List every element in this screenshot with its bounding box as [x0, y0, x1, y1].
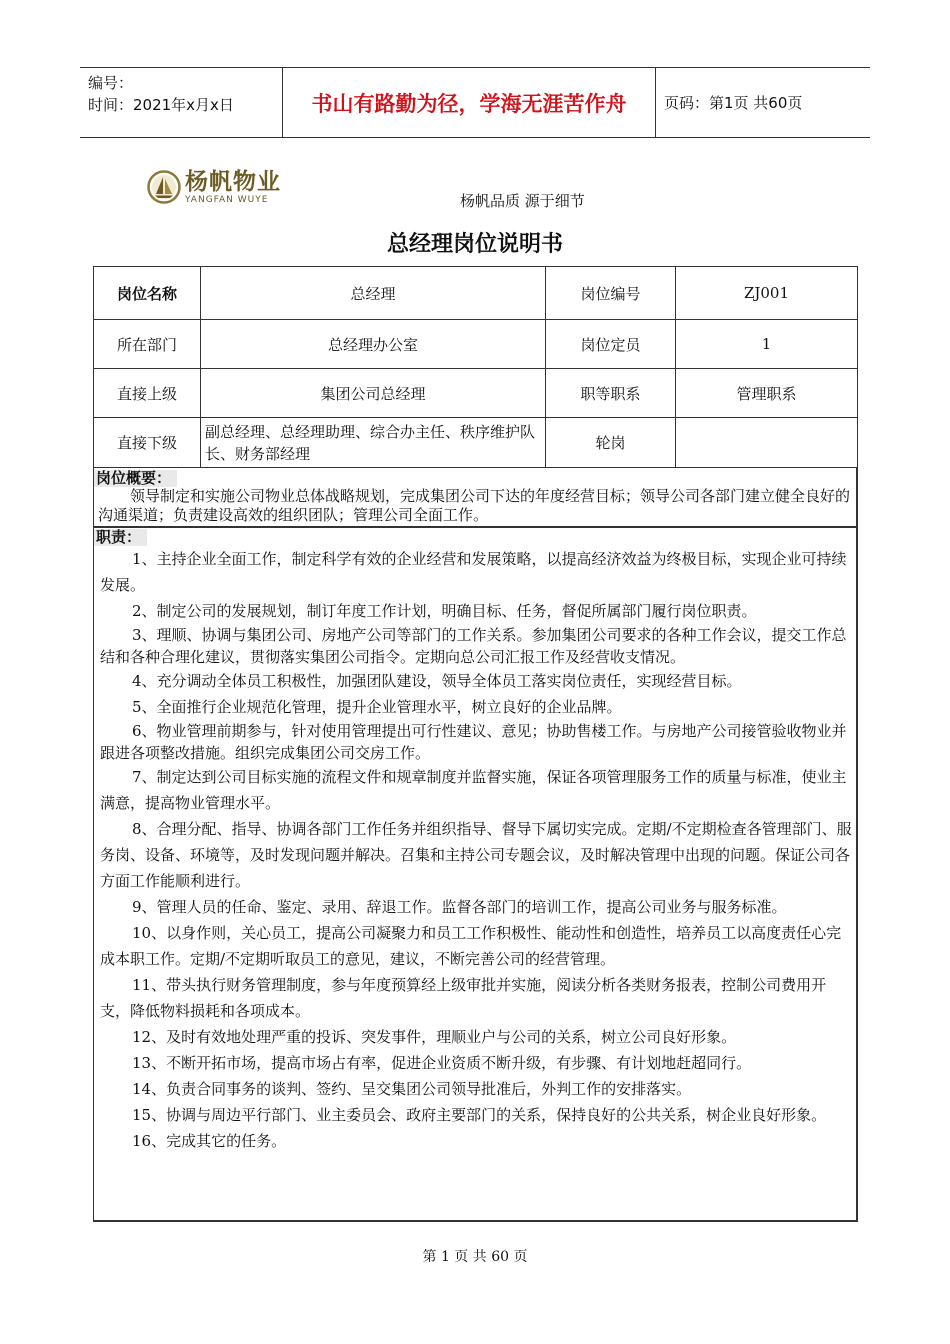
duty-item: 7、制定达到公司目标实施的流程文件和规章制度并监督实施，保证各项管理服务工作的质量与标准，使业主满意，提高物业管理水平。 — [100, 768, 847, 812]
position-info-table — [93, 266, 858, 468]
duties-heading: 职责： — [94, 529, 147, 546]
sailboat-logo-icon — [147, 170, 181, 204]
duty-item: 11、带头执行财务管理制度，参与年度预算经上级审批并实施，阅读分析各类财务报表，控制公司费用开支，降低物料损耗和各项成本。 — [100, 976, 827, 1020]
duty-item: 3、理顺、协调与集团公司、房地产公司等部门的工作关系。参加集团公司要求的各种工作会议，提交工作总结和各种合理化建议，贯彻落实集团公司指令。定期向总公司汇报工作及经营收支情况。 — [100, 626, 847, 666]
table-cell: 总经理 — [201, 267, 546, 320]
table-cell: 直接下级 — [94, 418, 201, 468]
overview-section — [93, 467, 858, 528]
duty-item: 5、全面推行企业规范化管理，提升企业管理水平，树立良好的企业品牌。 — [132, 698, 622, 716]
slogan: 杨帆品质 源于细节 — [460, 192, 585, 210]
table-cell: 副总经理、总经理助理、综合办主任、秩序维护队长、财务部经理 — [201, 418, 546, 468]
table-cell: 岗位编号 — [546, 267, 676, 320]
duty-item: 14、负责合同事务的谈判、签约、呈交集团公司领导批准后，外判工作的安排落实。 — [132, 1080, 692, 1098]
duty-item: 12、及时有效地处理严重的投诉、突发事件，理顺业户与公司的关系，树立公司良好形象。 — [132, 1028, 737, 1046]
table-cell: 所在部门 — [94, 320, 201, 369]
duty-item: 1、主持企业全面工作，制定科学有效的企业经营和发展策略，以提高经济效益为终极目标，实现企业可持续发展。 — [100, 550, 847, 594]
table-cell: 岗位定员 — [546, 320, 676, 369]
table-cell: 总经理办公室 — [201, 320, 546, 369]
header-motto: 书山有路勤为径，学海无涯苦作舟 — [282, 68, 656, 137]
header-number: 编号： — [88, 74, 134, 92]
table-cell: 直接上级 — [94, 369, 201, 418]
table-row — [94, 369, 858, 418]
table-cell — [676, 418, 858, 468]
page-footer: 第 1 页 共 60 页 — [422, 1249, 528, 1265]
header-date: 时间：2021年x月x日 — [88, 96, 234, 114]
page-header — [80, 67, 870, 138]
table-row — [94, 320, 858, 369]
table-cell: 轮岗 — [546, 418, 676, 468]
table-cell: 管理职系 — [676, 369, 858, 418]
table-cell: 岗位名称 — [94, 267, 201, 320]
logo-name-en: YANGFAN WUYE — [185, 194, 269, 205]
duty-item: 15、协调与周边平行部门、业主委员会、政府主要部门的关系，保持良好的公共关系，树企业良好形象。 — [132, 1106, 827, 1124]
duty-item: 8、合理分配、指导、协调各部门工作任务并组织指导、督导下属切实完成。定期/不定期检查各管理部门、服务岗、设备、环境等，及时发现问题并解决。召集和主持公司专题会议，及时解决管理中出现的问题。保证公司各方面工作能顺利进行。 — [100, 820, 852, 890]
duty-item: 6、物业管理前期参与，针对使用管理提出可行性建议、意见；协助售楼工作。与房地产公司接管验收物业并跟进各项整改措施。组织完成集团公司交房工作。 — [100, 722, 847, 762]
header-meta — [88, 72, 278, 116]
table-row — [94, 267, 858, 320]
table-cell: 职等职系 — [546, 369, 676, 418]
company-logo — [147, 166, 281, 208]
duty-item: 13、不断开拓市场，提高市场占有率，促进企业资质不断升级，有步骤、有计划地赶超同行。 — [132, 1054, 752, 1072]
logo-name-cn: 杨帆物业 — [185, 168, 281, 195]
table-cell: ZJ001 — [676, 267, 858, 320]
overview-text: 领导制定和实施公司物业总体战略规划，完成集团公司下达的年度经营目标；领导公司各部门建立健全良好的沟通渠道；负责建设高效的组织团队；管理公司全面工作。 — [98, 487, 851, 524]
duty-item: 16、完成其它的任务。 — [132, 1132, 287, 1150]
table-cell: 1 — [676, 320, 858, 369]
overview-heading: 岗位概要： — [94, 470, 177, 487]
duty-item: 4、充分调动全体员工积极性，加强团队建设，领导全体员工落实岗位责任，实现经营目标。 — [132, 672, 742, 690]
duty-item: 2、制定公司的发展规划，制订年度工作计划，明确目标、任务，督促所属部门履行岗位职责。 — [132, 602, 757, 620]
duty-item: 10、以身作则，关心员工，提高公司凝聚力和员工工作积极性、能动性和创造性，培养员工以高度责任心完成本职工作。定期/不定期听取员工的意见，建议，不断完善公司的经营管理。 — [100, 924, 842, 968]
table-row — [94, 418, 858, 468]
duty-item: 9、管理人员的任命、鉴定、录用、辞退工作。监督各部门的培训工作，提高公司业务与服务标准。 — [132, 898, 787, 916]
page-title: 总经理岗位说明书 — [386, 232, 563, 257]
duties-section — [93, 527, 858, 1222]
header-page-info: 页码：第1页 共60页 — [664, 94, 803, 112]
table-cell: 集团公司总经理 — [201, 369, 546, 418]
